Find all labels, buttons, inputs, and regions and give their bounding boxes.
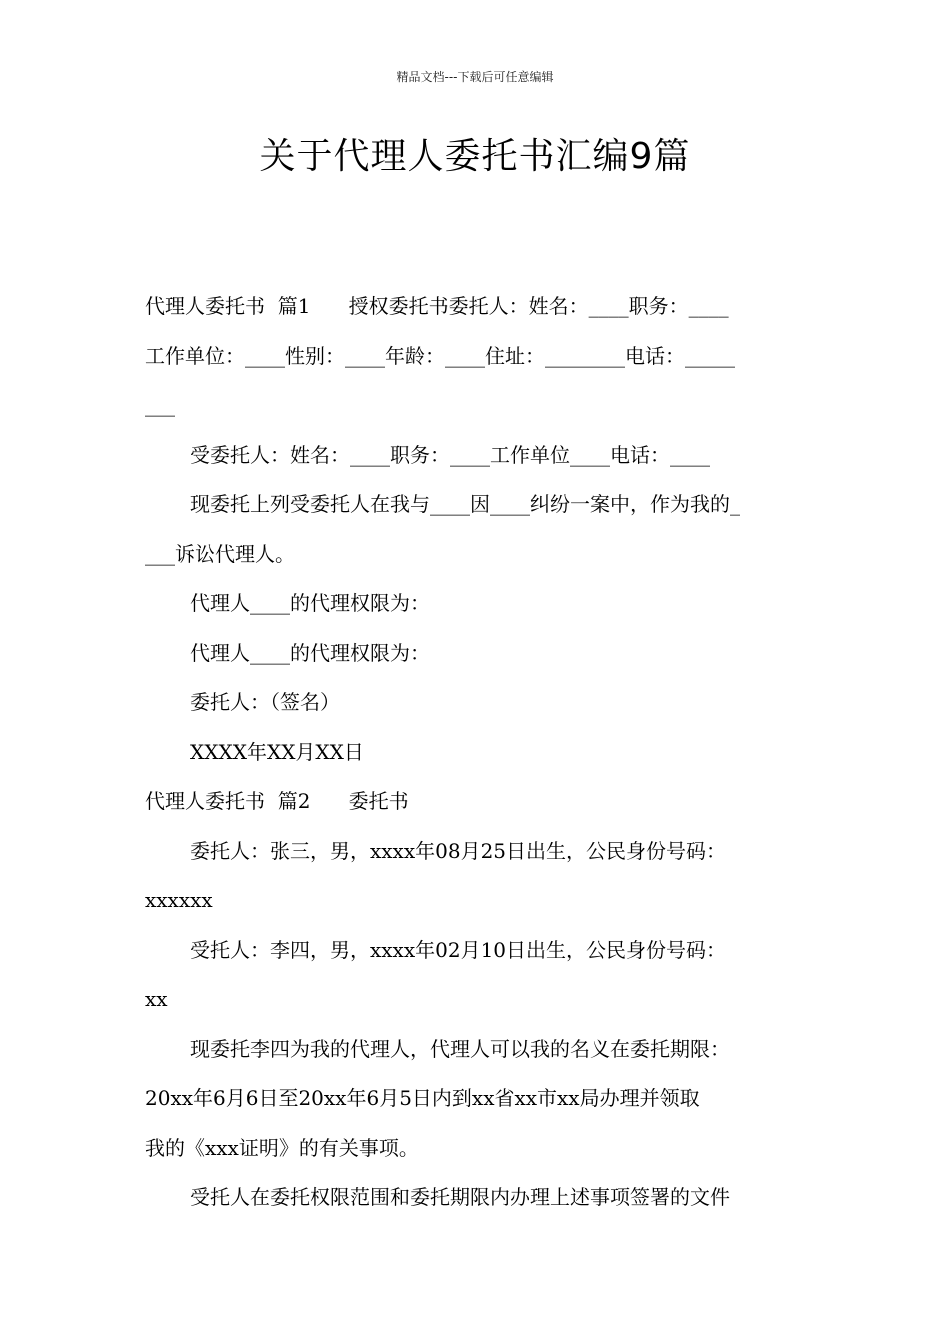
- body-line: 代理人委托书 篇1 授权委托书委托人：姓名：____职务：____: [145, 294, 729, 318]
- body-line: xxxxxx: [145, 888, 213, 912]
- body-line: 现委托上列受委托人在我与____因____纠纷一案中，作为我的_: [190, 492, 740, 516]
- document-title: 关于代理人委托书汇编9篇: [259, 136, 691, 177]
- body-line: 20xx年6月6日至20xx年6月5日内到xx省xx市xx局办理并领取: [145, 1086, 700, 1110]
- body-line: XXXX年XX月XX日: [190, 739, 364, 764]
- document-body: [145, 282, 810, 1223]
- body-line: 委托人：张三，男，xxxx年08月25日出生，公民身份号码：: [190, 838, 727, 863]
- body-line: 委托人：（签名）: [190, 690, 340, 714]
- body-line: 代理人委托书 篇2 委托书: [145, 789, 409, 813]
- body-line: ___诉讼代理人。: [145, 541, 295, 566]
- body-line: xx: [145, 987, 168, 1011]
- body-line: 受委托人：姓名：____职务：____工作单位____电话：____: [190, 442, 710, 467]
- body-line: 受托人在委托权限范围和委托期限内办理上述事项签署的文件: [190, 1185, 730, 1209]
- body-line: ___: [145, 393, 175, 417]
- body-line: 受托人：李四，男，xxxx年02月10日出生，公民身份号码：: [190, 937, 727, 962]
- body-line: 代理人____的代理权限为：: [190, 640, 430, 665]
- header-note: 精品文档---下载后可任意编辑: [396, 70, 554, 84]
- body-line: 工作单位：____性别：____年龄：____住址：________电话：_____: [145, 343, 735, 368]
- body-line: 我的《xxx证明》的有关事项。: [145, 1135, 419, 1160]
- body-line: 现委托李四为我的代理人，代理人可以我的名义在委托期限：: [190, 1036, 730, 1061]
- body-line: 代理人____的代理权限为：: [190, 591, 430, 615]
